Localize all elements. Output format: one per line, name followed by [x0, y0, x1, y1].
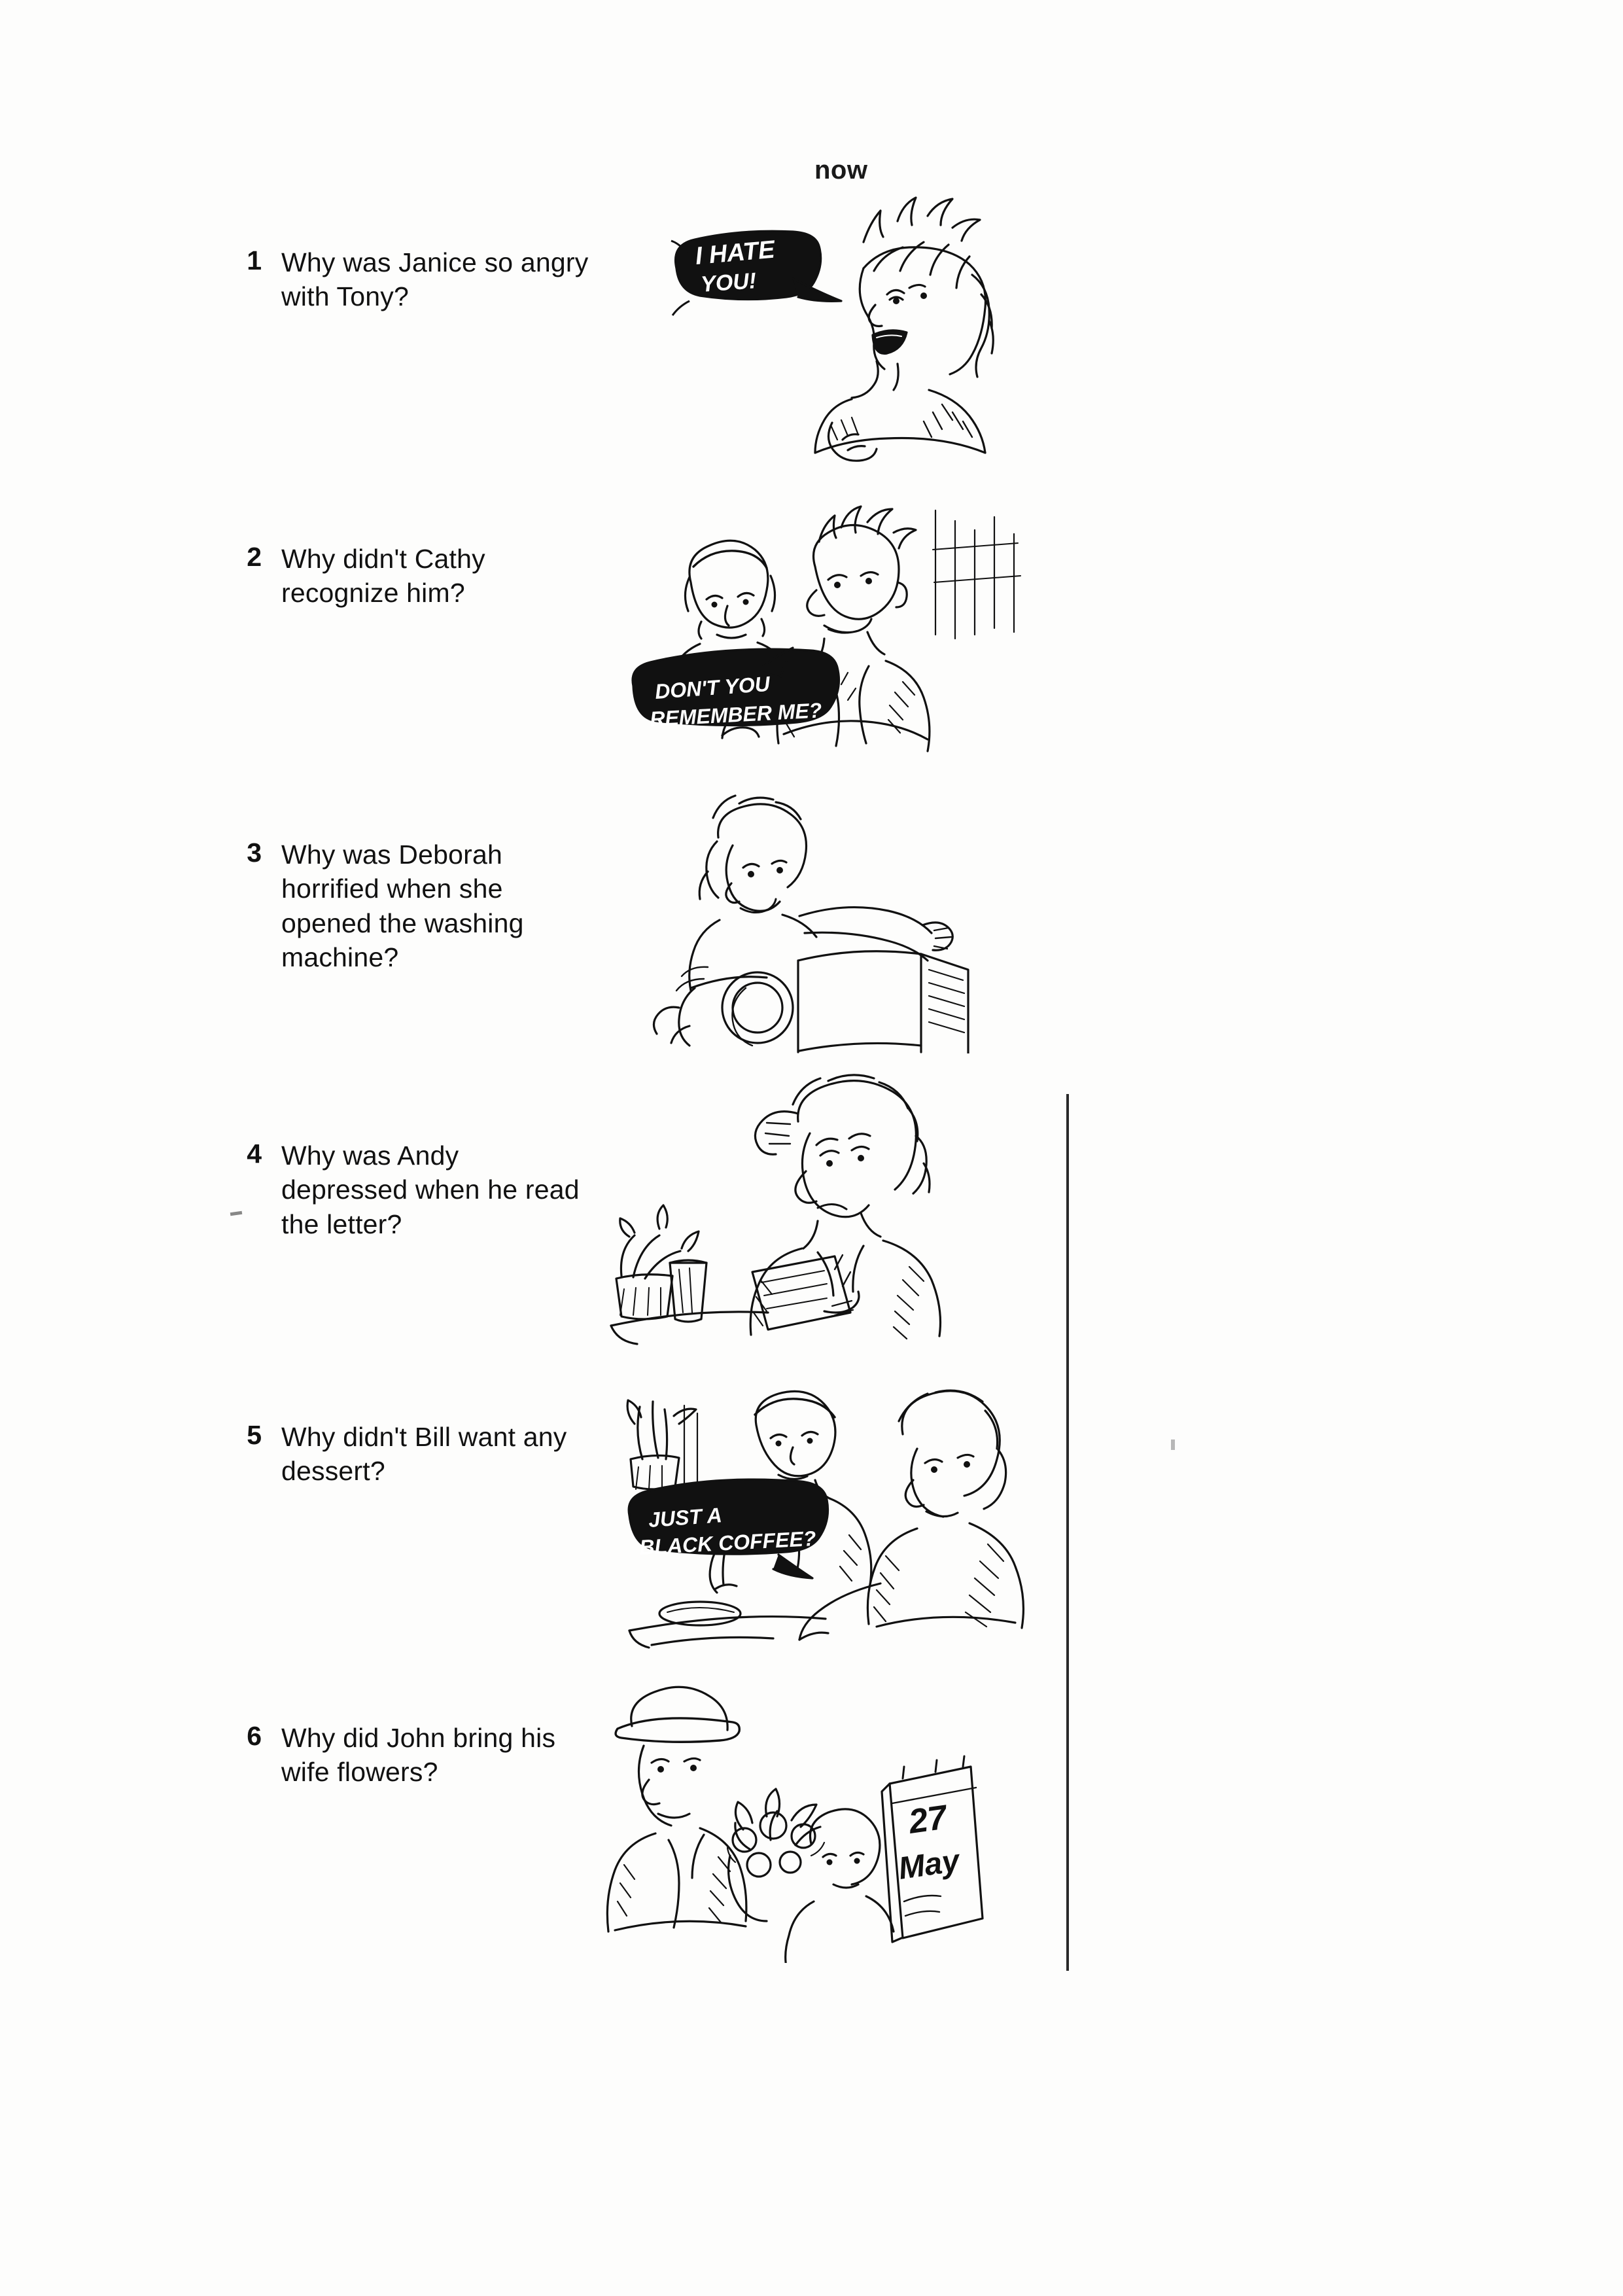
question-text: Why did John bring his wife flowers?: [281, 1723, 556, 1788]
question-number: 2: [247, 542, 262, 572]
svg-text:I HATE: I HATE: [694, 236, 777, 270]
vertical-divider: [1066, 1094, 1069, 1971]
man-greeting-woman-illustration: [628, 504, 1034, 779]
svg-text:BLACK COFFEE?: BLACK COFFEE?: [638, 1526, 817, 1559]
question-text: Why was Deborah horrified when she opened the washing machine?: [281, 839, 524, 973]
angry-woman-shouting-illustration: [667, 196, 1034, 478]
svg-text:REMEMBER ME?: REMEMBER ME?: [649, 698, 823, 731]
stray-pencil-mark-2: [1171, 1439, 1175, 1450]
question-number: 6: [247, 1721, 262, 1751]
question-number: 5: [247, 1420, 262, 1450]
question-number: 1: [247, 245, 262, 275]
page-header-label: now: [814, 156, 868, 185]
man-ordering-black-coffee-illustration: [621, 1387, 1040, 1662]
svg-text:May: May: [896, 1843, 962, 1886]
question-text: Why was Andy depressed when he read the letter?: [281, 1140, 580, 1239]
svg-text:JUST A: JUST A: [647, 1503, 723, 1532]
svg-text:27: 27: [906, 1798, 949, 1841]
svg-text:YOU!: YOU!: [699, 268, 758, 297]
question-text: Why didn't Bill want any dessert?: [281, 1422, 567, 1487]
question-number: 4: [247, 1139, 262, 1169]
question-number: 3: [247, 838, 262, 868]
man-with-flowers-calendar-illustration: [595, 1669, 1001, 1963]
depressed-man-reading-letter-illustration: [602, 1073, 1034, 1361]
woman-at-washing-machine-illustration: [648, 792, 1040, 1053]
question-text: Why was Janice so angry with Tony?: [281, 247, 589, 312]
question-text: Why didn't Cathy recognize him?: [281, 544, 485, 609]
stray-pencil-mark: [230, 1211, 243, 1216]
svg-text:DON'T YOU: DON'T YOU: [654, 671, 771, 703]
